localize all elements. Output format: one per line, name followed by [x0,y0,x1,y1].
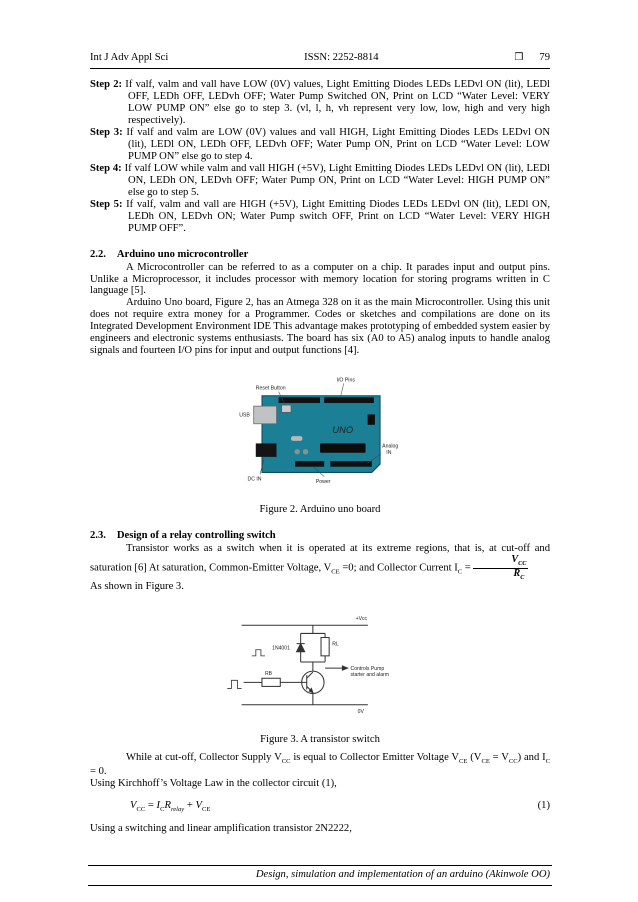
page-number: 79 [539,52,550,63]
step-item [90,79,550,127]
paragraph-saturation: Transistor works as a switch when it is operated at its extreme regions, that is, at cut-off and saturation [6] At saturation, Common-Emitter Voltage, $V_{CE} =0$; and Collector Current $I_C$ = $\frac{V_{CC}}{R_C}$ [90,543,550,581]
equation-1 [130,800,550,814]
figure-2 [90,373,550,516]
step-label: Step 3: [90,126,123,138]
dc-in-label: DC IN [247,476,262,483]
page-number-group [514,52,550,64]
power-label: Power [315,479,331,486]
page-header [90,52,550,69]
figure-2-caption: Figure 2. Arduino uno board [259,504,381,516]
zero-v-label: 0V [357,709,364,716]
fraction-vcc-over-rc: $\frac{V_{CC}}{R_C}$ [473,555,528,581]
figure-3 [90,609,550,746]
checkbox-icon: ❒ [514,52,524,63]
analog-in-label-2: IN [386,450,392,457]
paragraph-shown: As shown in Figure 3. [90,581,184,593]
arduino-board [254,396,380,473]
section-title: Design of a relay controlling switch [116,530,276,542]
rb-label: RB [265,671,273,678]
equation-body: $V_{CC} = I_CR_{relay} + V_{CE}$ [130,799,211,813]
dc-jack [256,444,277,457]
step-label: Step 2: [90,78,123,90]
algorithm-steps [90,79,550,235]
usb-connector [254,406,277,424]
issn: ISSN: 2252-8814 [304,52,379,63]
figure-3-caption: Figure 3. A transistor switch [260,734,380,746]
step-text: If valf LOW while valm and vall HIGH (+5V), Light Emitting Diodes LEDs LEDvl ON (lit), LEDl ON, LEDh ON, LEDvh OFF; Water Pump ON, Print on LCD “Water Level: HIGH PUMP ON” else go to step 5. [124,162,550,198]
page-footer [88,865,552,886]
atmega-chip [320,444,366,453]
paragraph-closing: Using a switching and linear amplification transistor 2N2222, [90,823,352,835]
section-title: Arduino uno microcontroller [116,248,249,260]
section-2-3-heading [90,530,550,542]
paragraph-cutoff: While at cut-off, Collector Supply $V_{CC}$ is equal to Collector Emitter Voltage $V_{CE}$ $(V_{CE} = V_{CC})$ and $I_C = 0$. [90,752,550,777]
controls-pump-label-1: Controls Pump [350,666,385,673]
vcc-label: +Vcc [355,616,368,623]
circuit-labels [265,616,389,715]
section-number: 2.2. [90,248,106,260]
equation-number: (1) [537,799,550,811]
step-item [90,199,550,235]
step-text: If valf, valm and vall have LOW (0V) values, Light Emitting Diodes LEDs LEDvl ON (lit), LEDl OFF, LEDh OFF, LEDvh OFF; Water Pump Switched ON, Print on LCD “Water Level: VERY LOW PUMP ON” else go to step 3. (vl, l, h, vh represent very low, low, high and very high respectively). [125,78,550,126]
section-2-2-heading [90,249,550,261]
arduino-board-image [237,373,403,489]
controls-pump-label-2: starter and alarm [350,672,389,679]
step-label: Step 5: [90,198,123,210]
io-pins-label: I/O Pins [336,377,355,384]
usb-label: USB [239,412,250,419]
paragraph-arduino-board: Arduino Uno board, Figure 2, has an Atmega 328 on it as the main Microcontroller. Using this unit does not require extra money for a Programmer. Codes or sketches and compilations are done on its Integrated Development Environment IDE This advantage makes prototyping of embedded system easier by engineers and electronic systems enthusiasts. The board has six (A0 to A5) analog inputs to handle analog signals and fourteen I/O pins for input and output functions [4]. [90,297,550,357]
paragraph-microcontroller: A Microcontroller can be referred to as a computer on a chip. It parades input and output pins. Unlike a Microprocessor, it includes processor with memory location for storing programs written in C language [5]. [90,261,550,297]
transistor-switch-image [213,609,427,719]
rl-label: RL [332,641,339,648]
uno-print: UNO [332,425,354,436]
paragraph-kirchhoff: Using Kirchhoff’s Voltage Law in the collector circuit (1), [90,777,337,789]
diode-label: 1N4001 [272,645,290,652]
reset-button-label: Reset Button [255,385,286,392]
step-text: If valf, valm and vall are HIGH (+5V), Light Emitting Diodes LEDs LEDvl ON (lit), LEDl ON, LEDh ON, LEDvh ON; Water Pump switch OFF, Print on LCD “Water Level: VERY HIGH PUMP OFF”. [126,198,551,234]
step-label: Step 4: [90,162,122,174]
circuit-wires [227,626,368,705]
step-text: If valf and valm are LOW (0V) values and vall HIGH, Light Emitting Diodes LEDs LEDvl ON (lit), LEDl ON, LEDh OFF, LEDvh OFF; Water Pump ON, Print on LCD “Water Level: LOW PUMP ON” else go to step 4. [126,126,550,162]
section-number: 2.3. [90,530,106,542]
journal-name: Int J Adv Appl Sci [90,52,169,63]
reset-button [282,405,291,412]
running-title: Design, simulation and implementation of an arduino (Akinwole OO) [88,865,552,886]
step-item [90,163,550,199]
analog-in-label-1: Analog [382,443,399,450]
step-item [90,127,550,163]
